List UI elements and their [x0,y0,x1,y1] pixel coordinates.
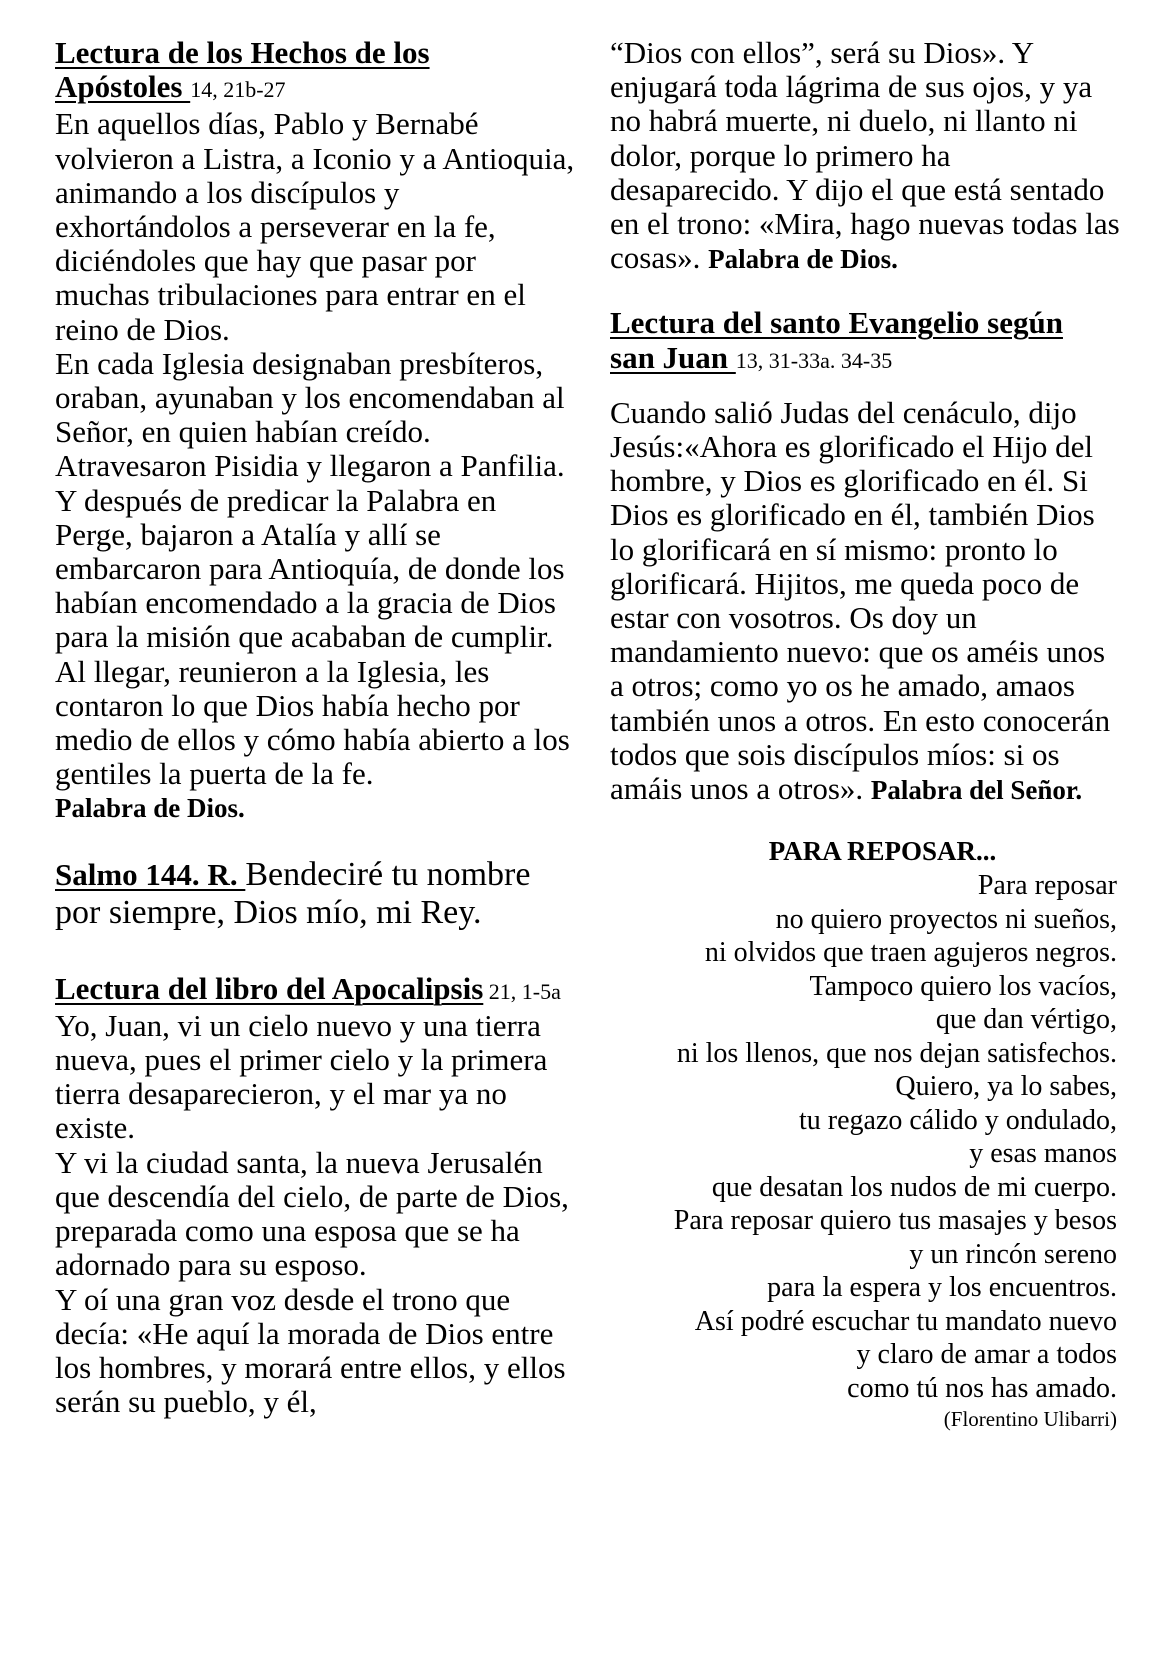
reading1-closing: Palabra de Dios. [55,793,245,824]
poem-line: no quiero proyectos ni sueños, [775,903,1117,935]
reading1-paragraph-2: En cada Iglesia designaban presbíteros, oraban, ayunaban y los encomendaban al Señor, en quien habían creído. Atravesaron Pisidia y llegaron a Panfilia. Y después de predicar la Palabra en Perge, bajaron a Atalía y allí se embarcaron para Antioquía, de donde los habían encomendado a la gracia de Dios para la misión que acababan de cumplir. [55,345,565,655]
right-column [610,36,1125,1433]
reading1-title-line2: Apóstoles [55,69,191,105]
gospel-body: Cuando salió Judas del cenáculo, dijo Jesús:«Ahora es glorificado el Hijo del hombre, y Dios es glorificado en él. Si Dios es glorificado en él, también Dios lo glorificará en sí mismo: pronto lo glorificará. Hijitos, me queda poco de estar con vosotros. Os doy un mandamiento nuevo: que os améis unos a otros; como yo os he amado, amaos también unos a otros. En esto conocerán todos que sois discípulos míos: si os amáis unos a otros». [610,394,1111,807]
gospel-title-line1: Lectura del santo Evangelio según [610,305,1063,341]
reading2-heading [55,972,575,1009]
gospel-text [610,396,1125,807]
poem-line: Para reposar quiero tus masajes y besos [673,1205,1117,1237]
poem-line: como tú nos has amado. [847,1372,1117,1404]
gospel-ref: 13, 31-33a. 34-35 [735,347,893,373]
reading2-title: Lectura del libro del Apocalipsis [55,970,484,1006]
gospel-title-line2: san Juan [610,339,736,375]
poem [610,869,1125,1405]
psalm-label: Salmo 144. R. [55,856,246,892]
reading1-title-line1: Lectura de los Hechos de los [55,35,430,70]
poem-line: que dan vértigo, [935,1004,1117,1036]
poem-author: (Florentino Ulibarri) [943,1407,1117,1432]
reading1-paragraph-1: En aquellos días, Pablo y Bernabé volvieron a Listra, a Iconio y a Antioquia, animando a los discípulos y exhortándolos a perseverar en la fe, diciéndoles que hay que pasar por muchas tribulaciones para entrar en el reino de Dios. [55,106,575,347]
gospel-closing: Palabra del Señor. [870,775,1083,806]
poem-line: tu regazo cálido y ondulado, [798,1104,1117,1136]
reading2-paragraph-3: Y oí una gran voz desde el trono que decía: «He aquí la morada de Dios entre los hombres, y morará entre ellos, y ellos serán su pueblo, y él, [55,1281,566,1420]
poem-title: PARA REPOSAR... [768,836,997,867]
gospel-heading [610,306,1125,377]
reading2-paragraph-4 [610,36,1125,276]
reading2-closing: Palabra de Dios. [708,244,898,275]
poem-line: Tampoco quiero los vacíos, [809,970,1117,1002]
reading2-paragraph-1: Yo, Juan, vi un cielo nuevo y una tierra nueva, pues el primer cielo y la primera tierra desaparecieron, y el mar ya no existe. [55,1007,548,1146]
poem-line: ni los llenos, que nos dejan satisfechos. [676,1037,1117,1069]
poem-line: y un rincón sereno [909,1238,1117,1270]
psalm-text: Bendeciré tu nombre por siempre, Dios mío, mi Rey. [55,855,531,931]
reading2-paragraph-2: Y vi la ciudad santa, la nueva Jerusalén que descendía del cielo, de parte de Dios, preparada como una esposa que se ha adornado para su esposo. [55,1144,569,1283]
poem-line: para la espera y los encuentros. [767,1272,1117,1304]
reading1-paragraph-3: Al llegar, reunieron a la Iglesia, les contaron lo que Dios había hecho por medio de ellos y cómo había abierto a los gentiles la puerta de la fe. [55,653,570,792]
poem-line: y esas manos [969,1138,1117,1170]
reading1-ref: 14, 21b-27 [190,77,286,103]
poem-line: Para reposar [977,870,1117,902]
poem-line: ni olvidos que traen agujeros negros. [704,937,1117,969]
poem-line: que desatan los nudos de mi cuerpo. [711,1171,1117,1203]
reading1-heading [55,36,575,107]
poem-line: Así podré escuchar tu mandato nuevo [694,1305,1117,1337]
psalm-response [55,856,575,932]
reading2-continuation: “Dios con ellos”, será su Dios». Y enjugará toda lágrima de sus ojos, y ya no habrá muerte, ni duelo, ni llanto ni dolor, porque lo primero ha desaparecido. Y dijo el que está sentado en el trono: «Mira, hago nuevas todas las cosas». [610,35,1120,276]
left-column [55,36,575,1419]
poem-line: Quiero, ya lo sabes, [895,1071,1117,1103]
poem-line: y claro de amar a todos [856,1339,1117,1371]
reading2-ref: 21, 1-5a [483,978,561,1004]
